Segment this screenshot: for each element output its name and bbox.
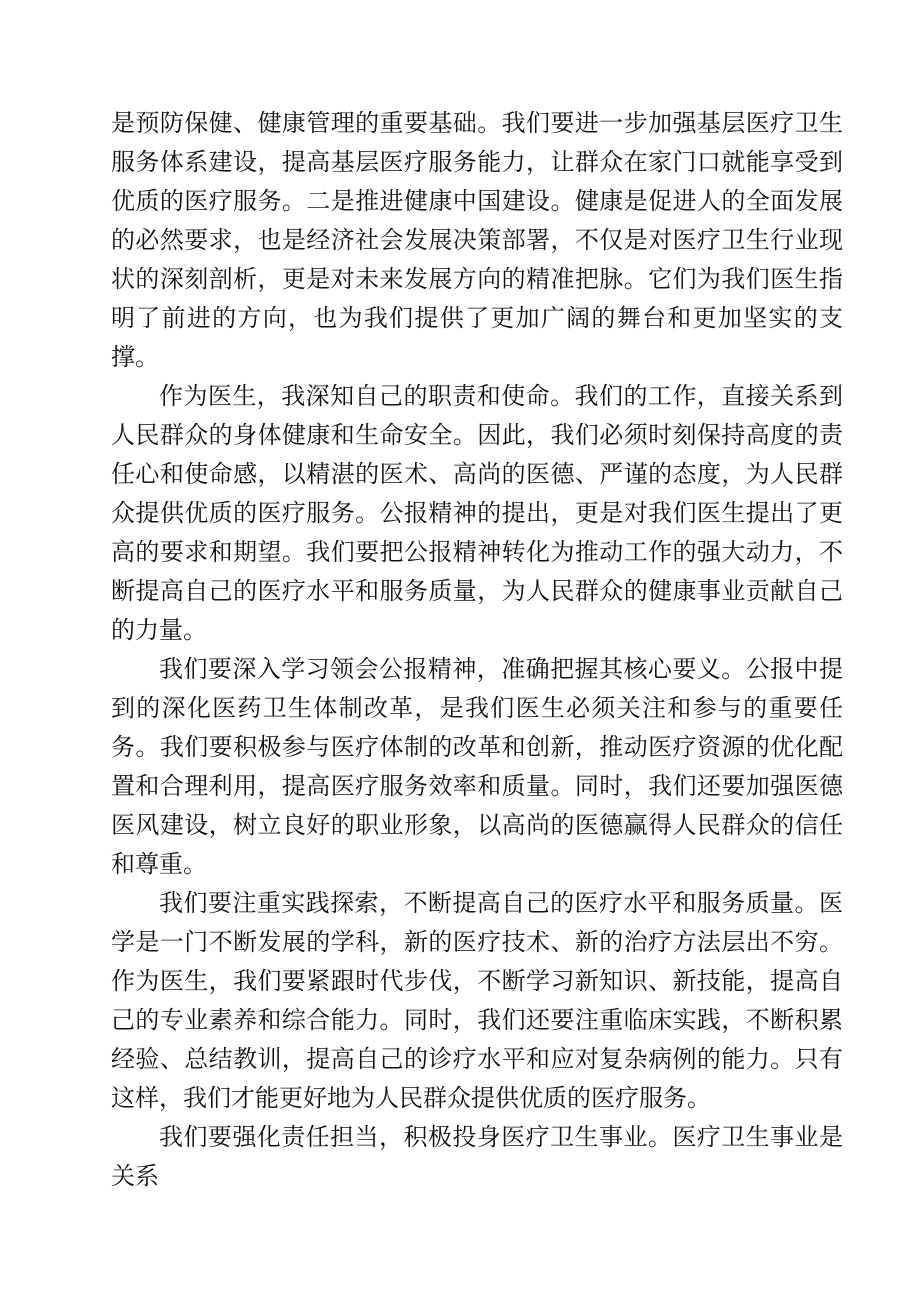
paragraph-1: 是预防保健、健康管理的重要基础。我们要进一步加强基层医疗卫生服务体系建设，提高基层医疗服务能力，让群众在家门口就能享受到优质的医疗服务。二是推进健康中国建设。健康是促进人的全面发展的必然要求，也是经济社会发展决策部署，不仅是对医疗卫生行业现状的深刻剖析，更是对未来发展方向的精准把脉。它们为我们医生指明了前进的方向，也为我们提供了更加广阔的舞台和更加坚实的支撑。 — [111, 109, 843, 371]
document-body — [111, 104, 843, 1196]
paragraph-3: 我们要深入学习领会公报精神，准确把握其核心要义。公报中提到的深化医药卫生体制改革，是我们医生必须关注和参与的重要任务。我们要积极参与医疗体制的改革和创新，推动医疗资源的优化配置和合理利用，提高医疗服务效率和质量。同时，我们还要加强医德医风建设，树立良好的职业形象，以高尚的医德赢得人民群众的信任和尊重。 — [111, 655, 843, 878]
paragraph-4: 我们要注重实践探索，不断提高自己的医疗水平和服务质量。医学是一门不断发展的学科，新的医疗技术、新的治疗方法层出不穷。作为医生，我们要紧跟时代步伐，不断学习新知识、新技能，提高自己的专业素养和综合能力。同时，我们还要注重临床实践，不断积累经验、总结教训，提高自己的诊疗水平和应对复杂病例的能力。只有这样，我们才能更好地为人民群众提供优质的医疗服务。 — [111, 889, 843, 1112]
paragraph-5: 我们要强化责任担当，积极投身医疗卫生事业。医疗卫生事业是关系 — [111, 1123, 843, 1190]
paragraph-2: 作为医生，我深知自己的职责和使命。我们的工作，直接关系到人民群众的身体健康和生命安全。因此，我们必须时刻保持高度的责任心和使命感，以精湛的医术、高尚的医德、严谨的态度，为人民群众提供优质的医疗服务。公报精神的提出，更是对我们医生提出了更高的要求和期望。我们要把公报精神转化为推动工作的强大动力，不断提高自己的医疗水平和服务质量，为人民群众的健康事业贡献自己的力量。 — [111, 382, 843, 644]
